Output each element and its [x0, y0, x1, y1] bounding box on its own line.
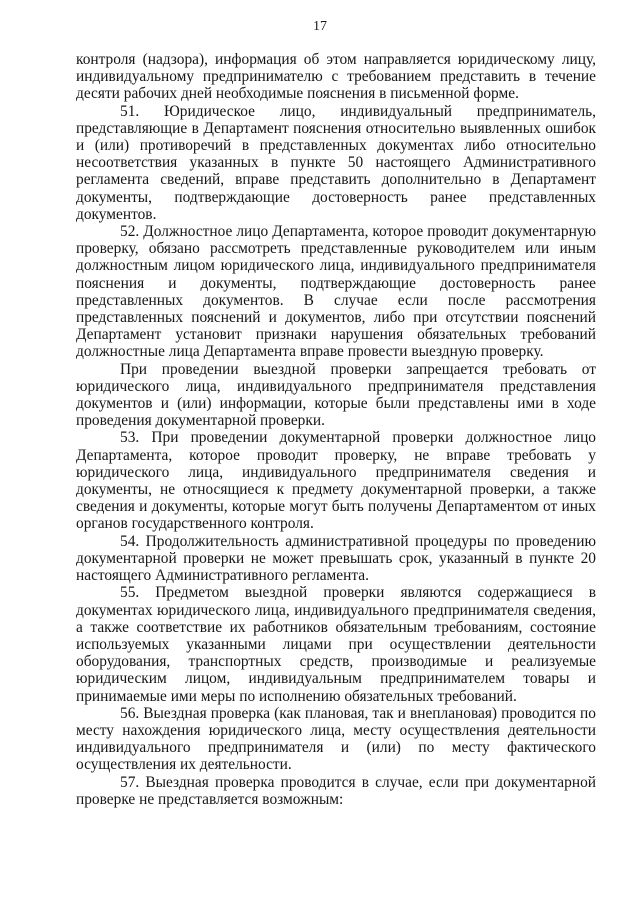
paragraph-53: 53. При проведении документарной проверки должностное лицо Департамента, которое проводит проверку, не вправе требовать у юридического лица, индивидуального предпринимателя сведения и документы, не относящиеся к предмету документарной проверки, а также сведения и документы, которые могут быть получены Департаментом от иных органов государственного контроля.	[76, 429, 596, 533]
paragraph-continuation: контроля (надзора), информация об этом направляется юридическому лицу, индивидуальному предпринимателю с требованием представить в течение десяти рабочих дней необходимые пояснения в письменной форме.	[76, 51, 596, 103]
document-body	[76, 51, 596, 808]
paragraph-56: 56. Выездная проверка (как плановая, так и внеплановая) проводится по месту нахождения юридического лица, месту осуществления деятельности индивидуального предпринимателя и (или) по месту фактического осуществления их деятельности.	[76, 704, 596, 774]
paragraph-54: 54. Продолжительность административной процедуры по проведению документарной проверки не может превышать срок, указанный в пункте 20 настоящего Административного регламента.	[76, 532, 596, 585]
paragraph-52-continuation: При проведении выездной проверки запрещается требовать от юридического лица, индивидуального предпринимателя представления документов и (или) информации, которые были представлены ими в ходе проведения документарной проверки.	[76, 360, 596, 430]
page-number: 17	[313, 19, 327, 34]
paragraph-55: 55. Предметом выездной проверки являются содержащиеся в документах юридического лица, индивидуального предпринимателя сведения, а также соответствие их работников обязательным требованиям, состояние используемых указанными лицами при осуществлении деятельности оборудования, транспортных средств, производимые и реализуемые юридическим лицом, индивидуальным предпринимателем товары и принимаемые ими меры по исполнению обязательных требований.	[76, 584, 596, 705]
paragraph-57: 57. Выездная проверка проводится в случае, если при документарной проверке не представляется возможным:	[76, 773, 596, 808]
paragraph-52: 52. Должностное лицо Департамента, которое проводит документарную проверку, обязано рассмотреть представленные руководителем или иным должностным лицом юридического лица, индивидуального предпринимателя пояснения и документы, подтверждающие достоверность ранее представленных документов. В случае если после рассмотрения представленных пояснений и документов, либо при отсутствии пояснений Департамент установит признаки нарушения обязательных требований должностные лица Департамента вправе провести выездную проверку.	[76, 223, 596, 361]
paragraph-51: 51. Юридическое лицо, индивидуальный предприниматель, представляющие в Департамент пояснения относительно выявленных ошибок и (или) противоречий в представленных документах либо относительно несоответствия указанных в пункте 50 настоящего Административного регламента сведений, вправе представить дополнительно в Департамент документы, подтверждающие достоверность ранее представленных документов.	[76, 102, 596, 223]
